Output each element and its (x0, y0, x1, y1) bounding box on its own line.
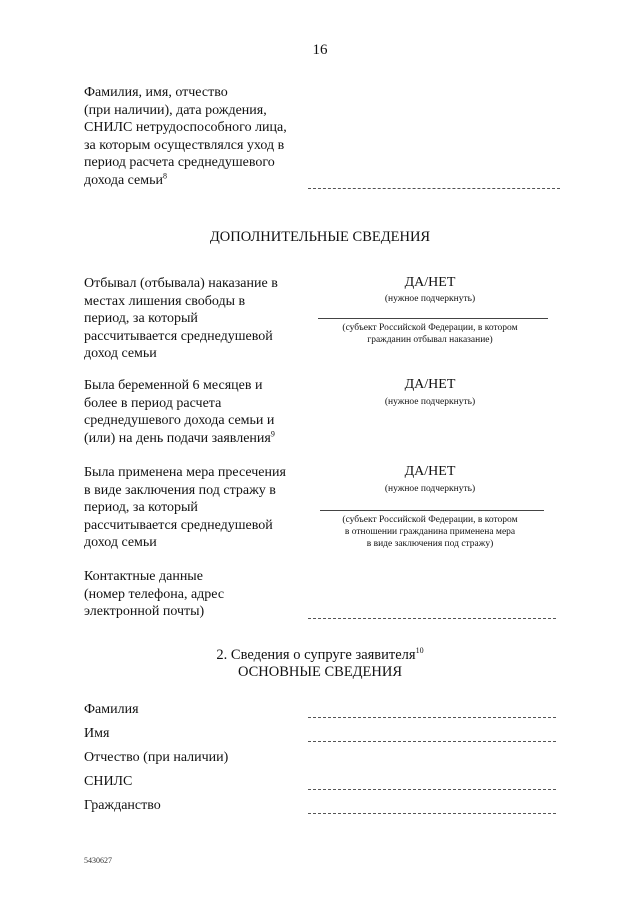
label-line: период расчета среднедушевого (84, 155, 275, 170)
label-line: Отбывал (отбывала) наказание в (84, 276, 278, 291)
note-line: (субъект Российской Федерации, в котором (342, 323, 518, 333)
spouse-patronymic-label: Отчество (при наличии) (84, 750, 229, 765)
spouse-citizenship-label: Гражданство (84, 798, 161, 813)
footnote-ref: 9 (270, 428, 275, 438)
imprisonment-region-field[interactable] (318, 318, 548, 319)
detention-yes-no[interactable]: ДА/НЕТ (404, 464, 456, 479)
dependent-person-field[interactable] (308, 188, 560, 189)
label-line: Контактные данные (84, 569, 203, 584)
label-line: (номер телефона, адрес (84, 586, 225, 602)
page-number: 16 (312, 42, 328, 58)
label-line: СНИЛС нетрудоспособного лица, (84, 120, 287, 135)
pregnancy-yes-no[interactable]: ДА/НЕТ (404, 377, 456, 392)
spouse-section-title (0, 647, 640, 664)
imprisonment-yes-no[interactable]: ДА/НЕТ (404, 275, 456, 290)
spouse-name-label: Имя (84, 726, 110, 741)
imprisonment-region-note (300, 322, 560, 346)
label-line: рассчитывается среднедушевой (84, 328, 273, 344)
label-line: среднедушевого дохода семьи и (84, 413, 275, 428)
label-line: Была беременной 6 месяцев и (84, 378, 263, 393)
pregnancy-label (84, 377, 309, 447)
contacts-field[interactable] (308, 618, 556, 619)
spouse-name-field[interactable] (308, 741, 556, 742)
detention-region-note (300, 514, 560, 550)
spouse-citizenship-field[interactable] (308, 813, 556, 814)
spouse-surname-label: Фамилия (84, 702, 139, 717)
label-line: Фамилия, имя, отчество (84, 85, 228, 100)
label-line: доход семьи (84, 535, 157, 550)
label-line: более в период расчета (84, 395, 222, 411)
label-line: электронной почты) (84, 604, 205, 619)
detention-label (84, 464, 309, 552)
label-line: период, за который (84, 311, 198, 326)
spouse-surname-field[interactable] (308, 717, 556, 718)
label-line: в виде заключения под стражу в (84, 482, 276, 498)
note-line: гражданин отбывал наказание) (367, 335, 493, 345)
note-line: в виде заключения под стражу) (366, 539, 494, 549)
spouse-section-subtitle: ОСНОВНЫЕ СВЕДЕНИЯ (237, 664, 403, 680)
label-line: рассчитывается среднедушевой (84, 517, 273, 533)
label-line-last (84, 430, 309, 448)
contacts-label (84, 568, 309, 621)
footer-code: 5430627 (84, 856, 112, 865)
detention-region-field[interactable] (320, 510, 544, 511)
note-line: в отношении гражданина применена мера (344, 527, 516, 537)
spouse-snils-label: СНИЛС (84, 774, 133, 789)
imprisonment-label (84, 275, 309, 363)
footnote-ref: 8 (163, 170, 168, 180)
label-line: (при наличии), дата рождения, (84, 102, 267, 118)
label-text: дохода семьи (84, 172, 164, 188)
note-line: (субъект Российской Федерации, в котором (342, 515, 518, 525)
pregnancy-hint: (нужное подчеркнуть) (384, 397, 476, 407)
label-line: Была применена мера пресечения (84, 465, 286, 480)
footnote-ref: 10 (415, 646, 424, 656)
label-line: доход семьи (84, 346, 157, 361)
label-line: период, за который (84, 500, 198, 515)
label-line-last (84, 172, 309, 190)
label-line: местах лишения свободы в (84, 293, 246, 309)
label-line: за которым осуществлялся уход в (84, 137, 285, 153)
detention-hint: (нужное подчеркнуть) (384, 484, 476, 494)
spouse-title-text: 2. Сведения о супруге заявителя (216, 647, 416, 663)
additional-section-title: ДОПОЛНИТЕЛЬНЫЕ СВЕДЕНИЯ (209, 229, 431, 245)
dependent-person-label (84, 84, 309, 189)
label-text: (или) на день подачи заявления (84, 430, 271, 446)
spouse-snils-field[interactable] (308, 789, 556, 790)
imprisonment-hint: (нужное подчеркнуть) (384, 294, 476, 304)
